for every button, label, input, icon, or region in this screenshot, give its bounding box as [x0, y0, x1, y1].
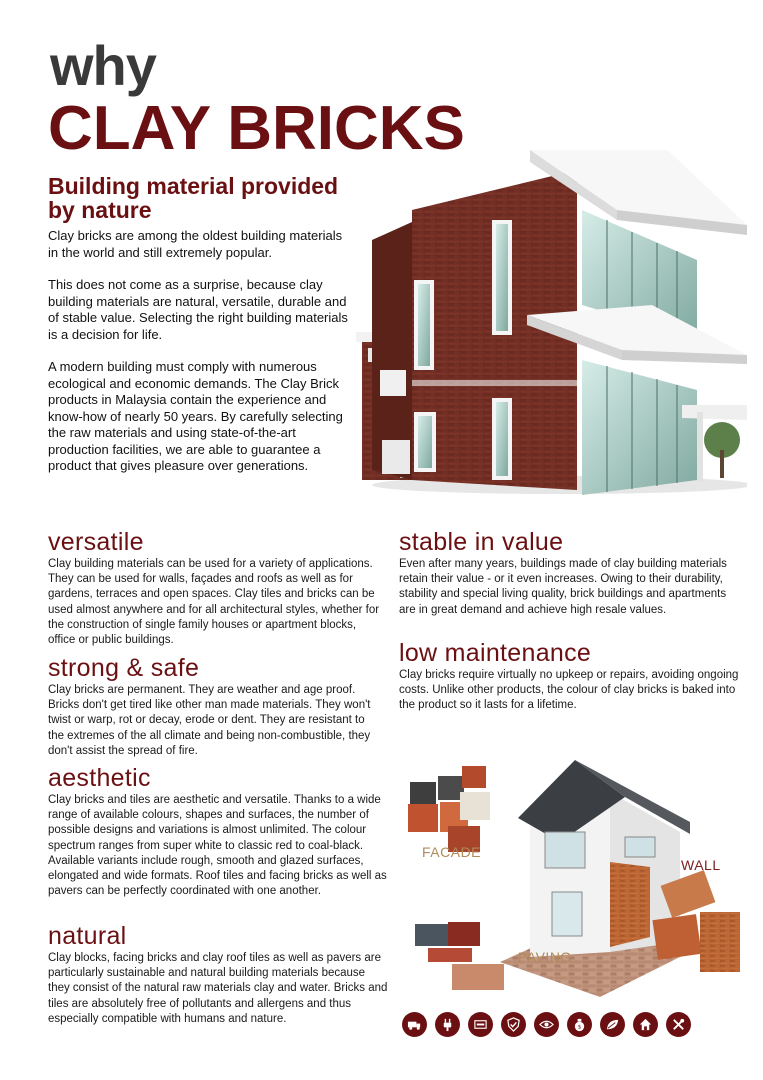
thermometer-icon: [468, 1012, 493, 1037]
section-versatile: [48, 530, 383, 648]
section-heading: natural: [48, 922, 127, 950]
section-body: Clay bricks are permanent. They are weather and age proof. Bricks don't get tired like other man made materials. They won't twist or warp, rot or decay, erode or dent. They are resistant to the extremes of the all climate and being non-combustible, they don't assist the spread of fire.: [48, 684, 371, 757]
tools-icon: [666, 1012, 691, 1037]
plug-icon: [435, 1012, 460, 1037]
section-heading: low maintenance: [399, 639, 592, 667]
section-low-maintenance: [399, 641, 739, 714]
intro-text: [48, 228, 348, 491]
intro-paragraph: This does not come as a surprise, because clay building materials are natural, versatile, durable and of stable value. Selecting the right building materials is a decision for life.: [48, 277, 348, 342]
section-body: Clay building materials can be used for a variety of applications. They can be used for walls, façades and roofs as well as for gardens, terraces and open spaces. Clay tiles and bricks can be used almost anywhere and for all architectural styles, whether for the construction of single family houses or apartment blocks, office or public buildings.: [48, 558, 380, 647]
eye-icon: [534, 1012, 559, 1037]
section-heading: aesthetic: [48, 764, 151, 792]
money-bag-icon: [567, 1012, 592, 1037]
leaf-icon: [600, 1012, 625, 1037]
section-body: Even after many years, buildings made of clay building materials retain their value - or it even increases. Owing to their durability, stability and special living quality, brick buildings and apartments are in great demand and achieve high resale values.: [399, 558, 727, 616]
intro-paragraph: A modern building must comply with numerous ecological and economic demands. The Clay Brick products in Malaysia contain the experience and know-how of nearly 50 years. By carefully selecting the raw materials and using state-of-the-art production facilities, we are able to guarantee a product that gives pleasure over generations.: [48, 359, 343, 473]
section-aesthetic: [48, 766, 388, 899]
svg-text:$: $: [577, 1024, 582, 1031]
intro-paragraph: Clay bricks are among the oldest building materials in the world and still extremely popular.: [48, 228, 343, 260]
section-strong-safe: [48, 656, 383, 759]
section-heading: stable in value: [399, 528, 564, 556]
section-natural: [48, 924, 388, 1027]
house-value-icon: [633, 1012, 658, 1037]
house-materials-illustration: [400, 752, 750, 1002]
modern-brick-house-image: [352, 150, 747, 495]
facade-label: FACADE: [422, 844, 482, 860]
page-title: CLAY BRICKS: [48, 94, 465, 163]
truck-icon: [402, 1012, 427, 1037]
section-body: Clay bricks require virtually no upkeep or repairs, avoiding ongoing costs. Unlike other products, the colour of clay bricks is baked into the product so it lasts for a lifetime.: [399, 669, 739, 712]
wall-label: WALL: [681, 857, 721, 873]
section-stable-in-value: [399, 530, 739, 618]
section-heading: strong & safe: [48, 654, 200, 682]
section-heading: versatile: [48, 528, 144, 556]
paving-label: PAVING: [518, 949, 572, 965]
section-body: Clay blocks, facing bricks and clay roof tiles as well as pavers are particularly sustainable and natural building materials because they consist of the natural raw materials clay and water. Bricks and tiles are absolutely free of pollutants and allergens and thus especially compatible with humans and nature.: [48, 952, 388, 1025]
section-body: Clay bricks and tiles are aesthetic and versatile. Thanks to a wide range of available colours, shapes and surfaces, the number of possible designs and variations is almost unlimited. The colour spectrum ranges from super white to classic red to coal-black. Available variants include rough, smooth and glazed surfaces, elongated and wide formats. Roof tiles and facing bricks as well as pavers can be perfectly coordinated with one another.: [48, 794, 387, 898]
page-title-why: why: [50, 34, 156, 97]
feature-icon-row: [402, 1012, 691, 1037]
intro-subtitle: Building material provided by nature: [48, 173, 339, 223]
shield-check-icon: [501, 1012, 526, 1037]
